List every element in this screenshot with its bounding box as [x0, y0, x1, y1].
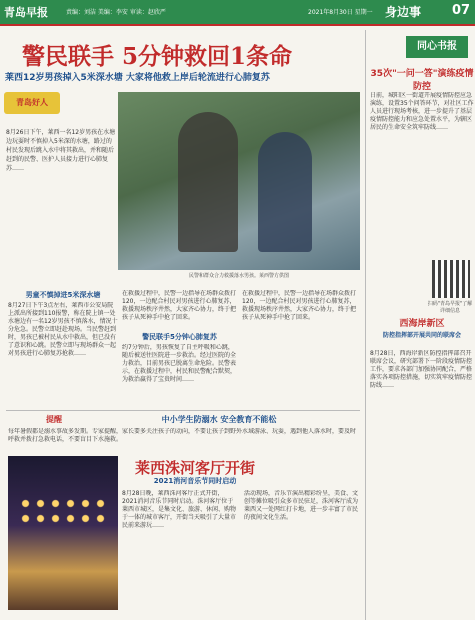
sidebar-story2-body: 8月28日，西海岸新区防控指挥部召开联席会议，研究部署下一阶段疫情防控工作，要求各部门加强协同配合，严格落实各项防控措施，切实筑牢疫情防控防线…… [370, 350, 473, 389]
bottom-body-2: 活动现场，音乐节演出精彩纷呈，美食、文创等摊位吸引众多市民驻足，洙河客厅成为莱西又一处网红打卡地，进一步丰富了市民的夜间文化生活。 [244, 490, 359, 521]
rescue-photo [118, 92, 360, 270]
masthead [0, 0, 475, 24]
col1-subhead: 男童不慎掉进5米深水塘 [25, 291, 101, 299]
bottom-body: 8月28日晚，莱西洙河客厅正式开街，2021消河音乐节同时启动。洙河客厅位于莱西市城区，是集文化、旅游、休闲、购物于一体的城市客厅，开街当天吸引了大量市民前来游玩…… [122, 490, 237, 529]
page-number: 07 [452, 3, 471, 18]
section-divider [6, 410, 360, 411]
sidebar-story2-headline: 西海岸新区 [399, 319, 445, 329]
photo-figure-2 [258, 132, 312, 252]
tip-head: 提醒 [46, 415, 62, 424]
photo-figure-1 [178, 112, 238, 252]
sidebar-pin-label: 同心书报 [406, 36, 468, 58]
safety-body: 每年暑假都是溺水事故多发期。专家提醒，家长要多关注孩子的动向，不要让孩子到野外水域游泳、玩耍，遇到他人落水时，要及时呼救并拨打急救电话，不要盲目下水施救。 [8, 428, 357, 443]
sidebar-story1-body: 日前，城阳区一街道开展疫情防控应急演练，设置35个问答环节，对社区工作人员进行现场考核，进一步提升了基层疫情防控能力和应急处置水平，为辖区居民的生命安全筑牢防线…… [370, 92, 474, 131]
safety-headline: 中小学生防溺水 安全教育不能松 [161, 415, 277, 424]
qr-label: 扫码"青岛早报"了解详细信息 [427, 301, 473, 314]
sidebar-story2-title: 防控指挥部开展共同的联席会 [382, 332, 461, 339]
sidebar [365, 30, 475, 620]
section-title: 身边事 [385, 5, 422, 19]
photo-caption: 民警和群众合力救援落水男孩。莱西警方供图 [188, 273, 289, 279]
main-headline: 警民联手 5分钟救回1条命 [22, 43, 293, 70]
issue-date: 2021年8月30日 星期一 [308, 9, 373, 16]
col4-body: 在救援过程中，民警一边指导在场群众拨打120，一边配合村民对男孩进行心肺复苏，救援现场秩序井然，大家齐心协力，终于把孩子从死神手中抢了回来。 [242, 290, 357, 321]
editor-credits: 责编：刘洁 美编：李安 审读：赵欣严 [66, 9, 166, 16]
masthead-rule [0, 24, 475, 26]
photo-lights [18, 496, 108, 526]
col2-subhead: 警民联手5分钟心肺复苏 [142, 333, 217, 341]
newspaper-logo: 青岛早报 [4, 6, 48, 19]
qr-code[interactable] [432, 260, 470, 298]
bottom-subheadline: 2021消河音乐节同时启动 [153, 477, 237, 485]
col3-body: 在救援过程中，民警一边指导在场群众拨打120，一边配合村民对男孩进行心肺复苏，救援现场秩序井然，大家齐心协力，终于把孩子从死神手中抢了回来。 [122, 290, 237, 321]
sidebar-story1-headline: 35次"一问一答"演练疫情防控 [370, 69, 474, 92]
col1-body: 8月27日下午3点左右，莱西市公安局院上派出所接到110报警，称在院上镇一处水塘边有一名12岁男孩不慎落水，情况十分危急。民警立即赶赴现场。当民警赶到时，男孩已被村民从水中救出，但已没有了意识和心跳。民警立即与现场群众一起对男孩进行心肺复苏抢救…… [8, 302, 118, 357]
intro-paragraph: 8月26日下午，莱西一名12岁男孩在水塘边玩耍时不慎掉入5米深的水塘，路过的村民发现后跳入水中将其救出，并和随后赶到的民警、医护人员接力进行心肺复苏…… [6, 129, 116, 172]
main-subheadline: 莱西12岁男孩掉入5米深水塘 大家将他救上岸后轮流进行心肺复苏 [5, 73, 270, 83]
bottom-headline: 莱西洙河客厅开街 [134, 459, 255, 477]
good-people-tag: 青岛好人 [4, 92, 60, 114]
col2-body: 约7分钟后，男孩恢复了自主呼吸和心跳，随后被送往医院进一步救治。经过医院的全力救治，目前男孩已脱离生命危险。民警表示，在救援过程中，村民和民警配合默契，为救治赢得了宝贵时间…… [122, 344, 237, 383]
